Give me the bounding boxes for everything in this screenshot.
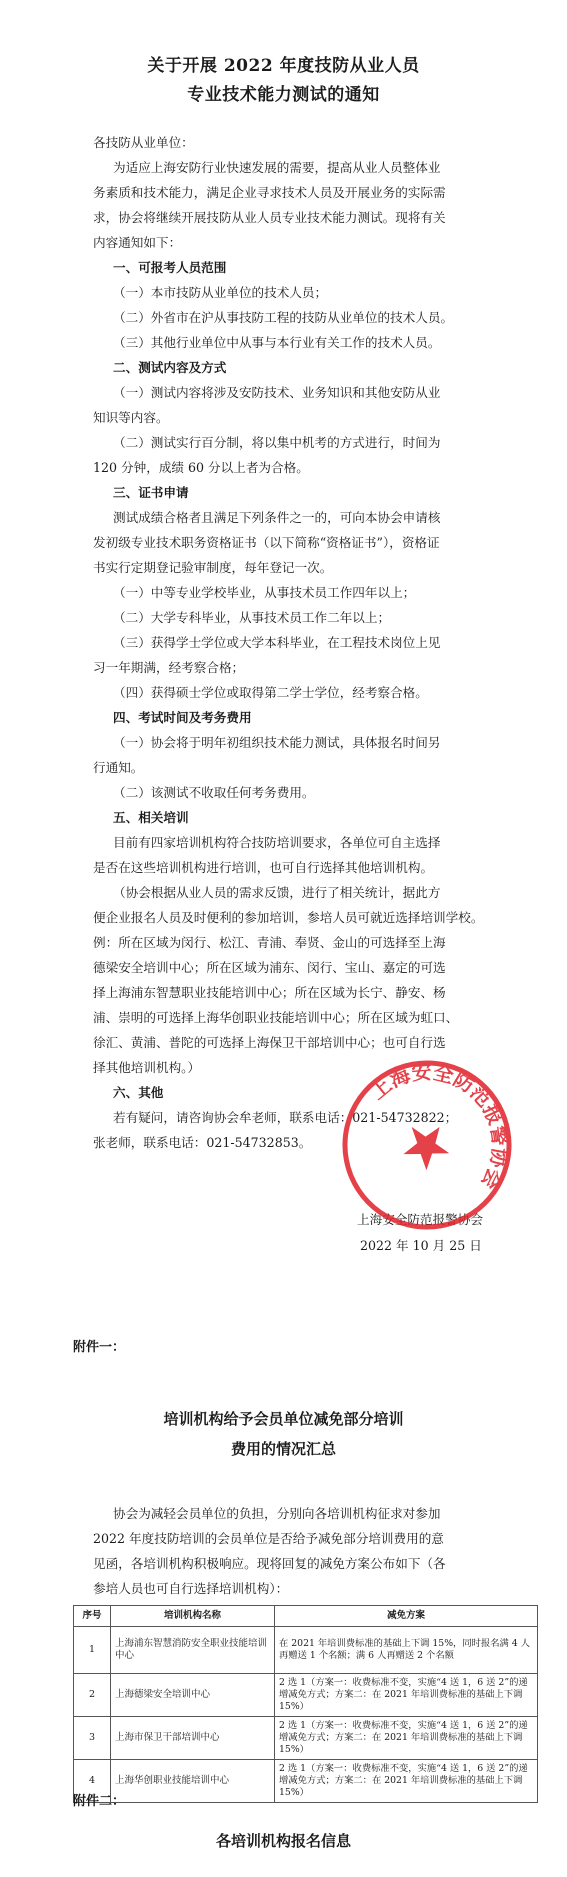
paragraph-line: 浦、崇明的可选择上海华创职业技能培训中心；所在区域为虹口、 (93, 1010, 459, 1025)
intro-line: 见函，各培训机构积极响应。现将回复的减免方案公布如下（各 (93, 1556, 446, 1571)
paragraph-line: 书实行定期登记验审制度，每年登记一次。 (93, 560, 333, 575)
paragraph-line: （二）该测试不收取任何考务费用。 (113, 785, 315, 800)
stamp-star-icon (396, 1114, 458, 1176)
stamp-text: 上海安全防范报警协会 (365, 1059, 513, 1194)
paragraph-line: 徐汇、黄浦、普陀的可选择上海保卫干部培训中心；也可自行选 (93, 1035, 446, 1050)
paragraph-line: 务素质和技术能力，满足企业寻求技术人员及开展业务的实际需 (93, 185, 446, 200)
paragraph-line: （四）获得硕士学位或取得第二学士学位，经考察合格。 (113, 685, 428, 700)
section-heading: 四、考试时间及考务费用 (113, 710, 252, 725)
paragraph-line: （二）测试实行百分制，将以集中机考的方式进行，时间为 (113, 435, 441, 450)
fee-reduction-table (73, 1605, 538, 1803)
table-row (74, 1717, 538, 1760)
paragraph-line: （一）中等专业学校毕业，从事技术员工作四年以上； (113, 585, 416, 600)
paragraph-line: 测试成绩合格者且满足下列条件之一的，可向本协会申请核 (113, 510, 441, 525)
section-heading: 二、测试内容及方式 (113, 360, 227, 375)
section-heading: 六、其他 (113, 1085, 164, 1100)
intro-line: 2022 年度技防培训的会员单位是否给予减免部分培训费用的意 (93, 1531, 444, 1546)
paragraph-line: 择上海浦东智慧职业技能培训中心；所在区域为长宁、静安、杨 (93, 985, 446, 1000)
section-heading: 五、相关培训 (113, 810, 189, 825)
attachment2-title: 各培训机构报名信息 (215, 1832, 351, 1850)
paragraph-line: （协会根据从业人员的需求反馈，进行了相关统计，据此方 (113, 885, 441, 900)
intro-line: 协会为减轻会员单位的负担，分别向各培训机构征求对参加 (113, 1506, 441, 1521)
row-org: 上海市保卫干部培训中心 (111, 1717, 275, 1760)
row-org: 上海德梁安全培训中心 (111, 1674, 275, 1717)
paragraph-line: （一）协会将于明年初组织技术能力测试，具体报名时间另 (113, 735, 441, 750)
paragraph-line: 知识等内容。 (93, 410, 169, 425)
row-num: 4 (74, 1760, 111, 1803)
row-num: 1 (74, 1627, 111, 1674)
table-header-row (74, 1606, 538, 1627)
row-plan: 在 2021 年培训费标准的基础上下调 15%，同时报名满 4 人再赠送 1 个名额；满 6 人再赠送 2 个名额 (275, 1627, 538, 1674)
paragraph-line: 求，协会将继续开展技防从业人员专业技术能力测试。现将有关 (93, 210, 446, 225)
row-num: 2 (74, 1674, 111, 1717)
paragraph-line: 是否在这些培训机构进行培训，也可自行选择其他培训机构。 (93, 860, 434, 875)
paragraph-line: （一）测试内容将涉及安防技术、业务知识和其他安防从业 (113, 385, 441, 400)
col-header-num: 序号 (74, 1606, 111, 1627)
notice-title-line1: 关于开展 2022 年度技防从业人员 (147, 56, 420, 76)
paragraph-line: 择其他培训机构。） (93, 1060, 201, 1075)
paragraph-line: 习一年期满，经考察合格； (93, 660, 245, 675)
paragraph-line: （三）其他行业单位中从事与本行业有关工作的技术人员。 (113, 335, 441, 350)
paragraph-line: （二）外省市在沪从事技防工程的技防从业单位的技术人员。 (113, 310, 454, 325)
paragraph-line: 便企业报名人员及时便利的参加培训，参培人员可就近选择培训学校。 (93, 910, 484, 925)
row-plan: 2 选 1（方案一：收费标准不变，实施“4 送 1，6 送 2”的递增减免方式；方案二：在 2021 年培训费标准的基础上下调 15%） (275, 1760, 538, 1803)
attachment1-title-line2: 费用的情况汇总 (230, 1440, 336, 1458)
paragraph-line: （一）本市技防从业单位的技术人员； (113, 285, 328, 300)
notice-title-line2: 专业技术能力测试的通知 (187, 85, 380, 105)
col-header-plan: 减免方案 (275, 1606, 538, 1627)
official-seal-stamp (337, 1055, 517, 1235)
attachment2-label: 附件二： (73, 1794, 126, 1809)
attachment1-label: 附件一： (73, 1340, 126, 1355)
paragraph-line: 发初级专业技术职务资格证书（以下简称“资格证书”），资格证 (93, 535, 440, 550)
row-num: 3 (74, 1717, 111, 1760)
paragraph-line: 各技防从业单位： (93, 135, 194, 150)
paragraph-line: （三）获得学士学位或大学本科毕业，在工程技术岗位上见 (113, 635, 441, 650)
section-heading: 一、可报考人员范围 (113, 260, 227, 275)
row-plan: 2 选 1（方案一：收费标准不变，实施“4 送 1，6 送 2”的递增减免方式；方案二：在 2021 年培训费标准的基础上下调 15%） (275, 1674, 538, 1717)
paragraph-line: （二）大学专科毕业，从事技术员工作二年以上； (113, 610, 391, 625)
col-header-org: 培训机构名称 (111, 1606, 275, 1627)
row-plan: 2 选 1（方案一：收费标准不变，实施“4 送 1，6 送 2”的递增减免方式；方案二：在 2021 年培训费标准的基础上下调 15%） (275, 1717, 538, 1760)
section-heading: 三、证书申请 (113, 485, 189, 500)
table-row (74, 1627, 538, 1674)
paragraph-line: 若有疑问，请咨询协会牟老师，联系电话：021-54732822； (113, 1110, 458, 1125)
paragraph-line: 行通知。 (93, 760, 144, 775)
attachment1-title-line1: 培训机构给予会员单位减免部分培训 (163, 1410, 404, 1428)
paragraph-line: 为适应上海安防行业快速发展的需要，提高从业人员整体业 (113, 160, 441, 175)
signature-date: 2022 年 10 月 25 日 (360, 1238, 482, 1253)
intro-line: 参培人员也可自行选择培训机构）： (93, 1581, 289, 1596)
paragraph-line: 目前有四家培训机构符合技防培训要求，各单位可自主选择 (113, 835, 441, 850)
paragraph-line: 例：所在区域为闵行、松江、青浦、奉贤、金山的可选择至上海 (93, 935, 446, 950)
paragraph-line: 120 分钟，成绩 60 分以上者为合格。 (93, 460, 309, 475)
paragraph-line: 张老师，联系电话：021-54732853。 (93, 1135, 312, 1150)
paragraph-line: 内容通知如下： (93, 235, 182, 250)
table-row (74, 1674, 538, 1717)
table-row (74, 1760, 538, 1803)
paragraph-line: 德梁安全培训中心；所在区域为浦东、闵行、宝山、嘉定的可选 (93, 960, 446, 975)
row-org: 上海华创职业技能培训中心 (111, 1760, 275, 1803)
signature-org: 上海安全防范报警协会 (357, 1212, 483, 1227)
row-org: 上海浦东智慧消防安全职业技能培训中心 (111, 1627, 275, 1674)
